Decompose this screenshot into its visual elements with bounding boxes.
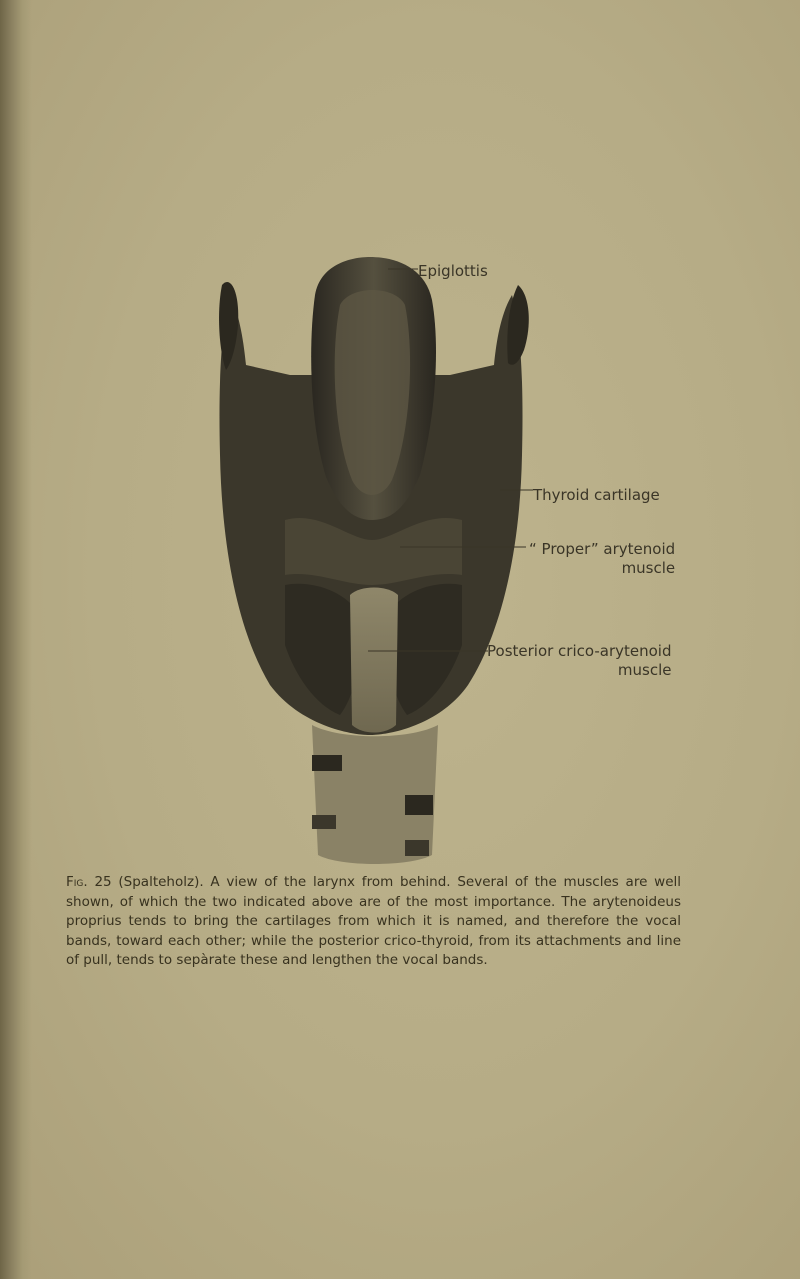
label-epiglottis: Epiglottis bbox=[418, 262, 488, 280]
book-spine-shadow bbox=[0, 0, 32, 1279]
label-proper-line1: “ Proper” arytenoid bbox=[529, 540, 676, 558]
superior-horn-right bbox=[507, 285, 528, 365]
figure-number: Fig. 25 bbox=[66, 874, 112, 890]
label-proper-arytenoid bbox=[529, 540, 675, 578]
figure-caption bbox=[66, 873, 681, 971]
cricoid-ridge bbox=[350, 588, 398, 733]
label-thyroid-cartilage: Thyroid cartilage bbox=[533, 486, 660, 504]
tracheal-ring bbox=[312, 755, 342, 771]
caption-text: (Spalteholz). A view of the larynx from behind. Several of the muscles are well shown, of which the two indicated above are of the most importance. The arytenoideus proprius tends to bring the cartilages from which it is named, and therefore the vocal bands, toward each other; while the posterior crico-thyroid, from its attachments and line of pull, tends to sepàrate these and lengthen the vocal bands. bbox=[66, 874, 682, 968]
label-posterior-crico-arytenoid bbox=[487, 642, 671, 680]
label-proper-line2: muscle bbox=[621, 559, 676, 577]
label-posterior-line2: muscle bbox=[617, 661, 672, 679]
larynx-illustration bbox=[200, 255, 540, 875]
label-posterior-line1: Posterior crico-arytenoid bbox=[487, 642, 672, 660]
